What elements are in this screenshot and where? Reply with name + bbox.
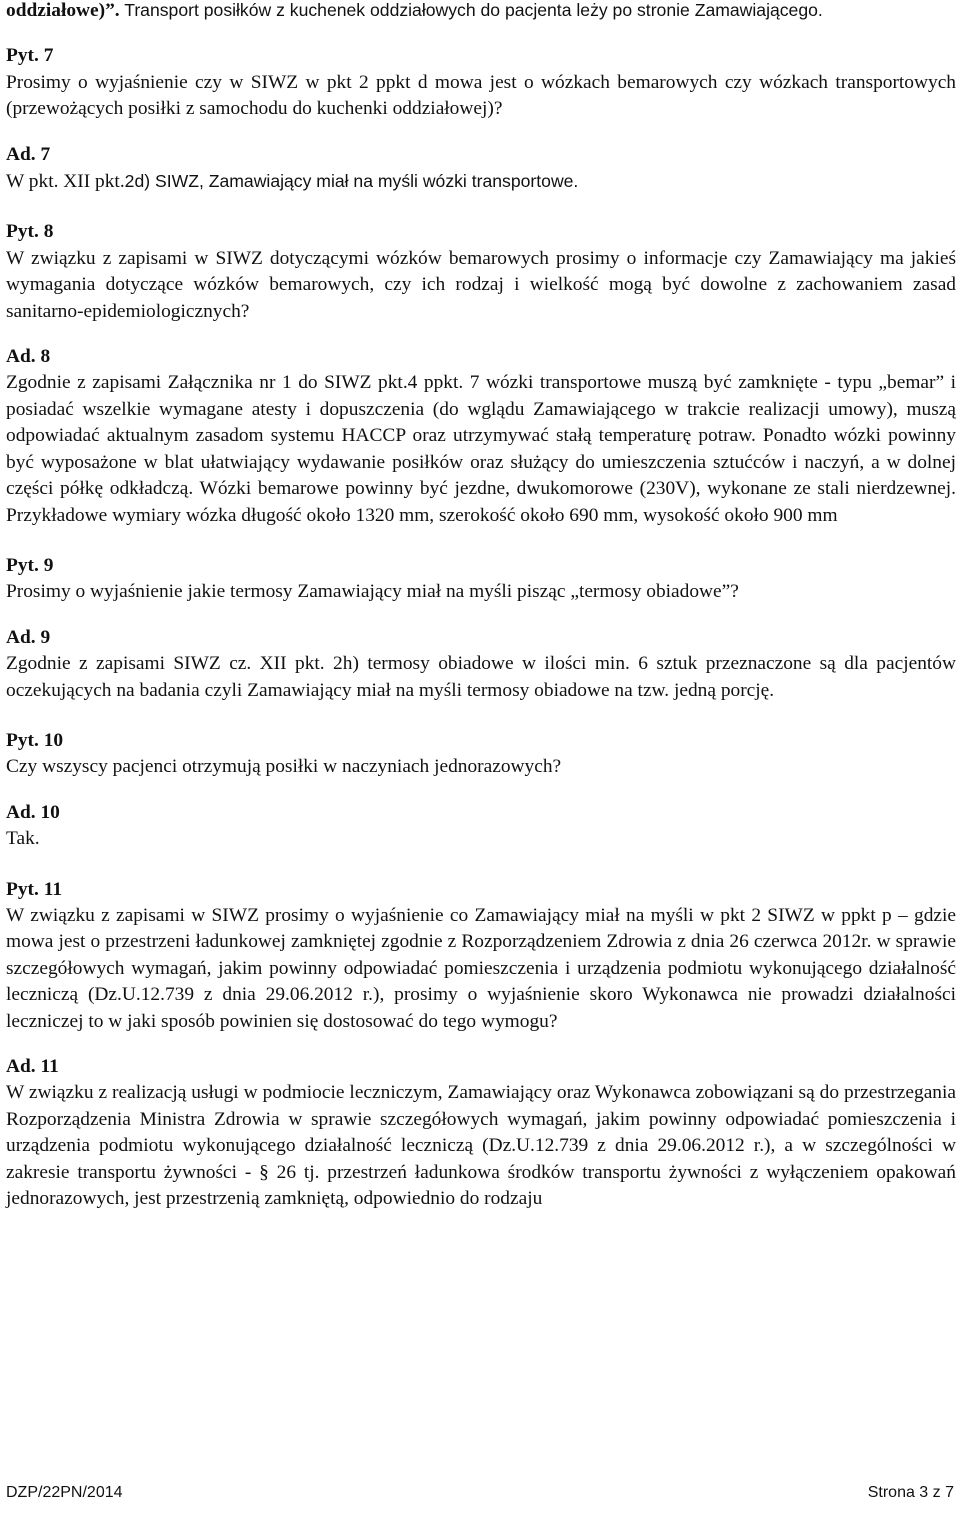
question-label-8: Pyt. 8 [6, 221, 54, 243]
continuation-bold: oddziałowe)”. [6, 0, 120, 21]
qa-section-10 [6, 728, 956, 853]
answer-text-8: Zgodnie z zapisami Załącznika nr 1 do SIWZ pkt.4 ppkt. 7 wózki transportowe muszą być zamknięte - typu „bemar” i posiadać wszelkie wymagane atesty i dopuszczenia (do wglądu Zamawiającego w trakcie realizacji umowy), muszą odpowiadać aktualnym zasadom systemu HACCP oraz utrzymywać stałą temperaturę potraw. Ponadto wózki powinny być wyposażone w blat ułatwiający wydawanie posiłków oraz służący do umieszczenia sztućców i naczyń, a w dolnej części półkę odkładczą. Wózki bemarowe powinny być jezdne, dwukomorowe (230V), wykonane ze stali nierdzewnej. Przykładowe wymiary wózka długość około 1320 mm, szerokość około 690 mm, wysokość około 900 mm [6, 372, 956, 526]
footer-page-number: Strona 3 z 7 [867, 1484, 954, 1501]
continuation-text: Transport posiłków z kuchenek oddziałowych do pacjenta leży po stronie Zamawiającego. [119, 0, 823, 20]
answer-text-7-sans: 2d) SIWZ, Zamawiający miał na myśli wózki transportowe. [124, 171, 579, 192]
answer-label-11: Ad. 11 [6, 1056, 59, 1077]
qa-section-11 [6, 877, 956, 1213]
continuation-paragraph [6, 0, 956, 24]
question-label-7: Pyt. 7 [6, 45, 54, 67]
qa-section-9 [6, 553, 956, 704]
document-page [6, 0, 956, 1212]
question-label-9: Pyt. 9 [6, 554, 54, 576]
question-text-11: W związku z zapisami w SIWZ prosimy o wyjaśnienie co Zamawiający miał na myśli w pkt 2 SIWZ w ppkt p – gdzie mowa jest o przestrzeni ładunkowej zamkniętej zgodnie z Rozporządzeniem Zdrowia z dnia 26 czerwca 2012r. w sprawie szczegółowych wymagań, jakim powinny odpowiadać pomieszczenia i urządzenia podmiotu wykonującego działalność leczniczą (Dz.U.12.739 z dnia 29.06.2012 r.), prosimy o wyjaśnienie skoro Wykonawca nie prowadzi działalności leczniczej to w jaki sposób powinien się dostosować do tego wymogu? [6, 904, 956, 1032]
answer-label-8: Ad. 8 [6, 346, 51, 368]
answer-text-7 [6, 168, 956, 195]
question-text-8: W związku z zapisami w SIWZ dotyczącymi wózków bemarowych prosimy o informacje czy Zamawiający ma jakieś wymagania dotyczące wózków bemarowych, czy ich rodzaj i wielkość mogą być dowolne z zachowaniem zasad sanitarno-epidemiologicznych? [6, 247, 956, 322]
question-text-10: Czy wszyscy pacjenci otrzymują posiłki w naczyniach jednorazowych? [6, 756, 562, 778]
answer-text-9: Zgodnie z zapisami SIWZ cz. XII pkt. 2h) termosy obiadowe w ilości min. 6 sztuk przeznaczone są dla pacjentów oczekujących na badania czyli Zamawiający miał na myśli termosy obiadowe na tzw. jedną porcję. [6, 653, 956, 701]
question-label-11: Pyt. 11 [6, 878, 63, 900]
footer-document-id: DZP/22PN/2014 [6, 1484, 123, 1501]
answer-label-7: Ad. 7 [6, 143, 51, 165]
question-text-7: Prosimy o wyjaśnienie czy w SIWZ w pkt 2 ppkt d mowa jest o wózkach bemarowych czy wózkach transportowych (przewożących posiłki z samochodu do kuchenki oddziałowej)? [6, 71, 956, 120]
qa-section-7 [6, 43, 956, 195]
answer-text-7-serif: W pkt. XII pkt. [6, 171, 125, 193]
answer-label-10: Ad. 10 [6, 801, 60, 823]
qa-section-8 [6, 219, 956, 528]
answer-text-11: W związku z realizacją usługi w podmiocie leczniczym, Zamawiający oraz Wykonawca zobowiązani są do przestrzegania Rozporządzenia Ministra Zdrowia w sprawie szczegółowych wymagań, jakim powinny odpowiadać pomieszczenia i urządzenia podmiotu wykonującego działalność leczniczą (Dz.U.12.739 z dnia 29.06.2012 r.), a w szczególności w zakresie transportu żywności - § 26 tj. przestrzeń ładunkowa środków transportu żywności z wyłączeniem opakowań jednorazowych, jest przestrzenią zamkniętą, odpowiednio do rodzaju [6, 1082, 956, 1210]
answer-text-10: Tak. [6, 828, 40, 850]
page-footer [6, 1482, 954, 1504]
question-label-10: Pyt. 10 [6, 729, 64, 751]
answer-label-9: Ad. 9 [6, 626, 51, 648]
question-text-9: Prosimy o wyjaśnienie jakie termosy Zamawiający miał na myśli pisząc „termosy obiadowe”? [6, 581, 739, 603]
